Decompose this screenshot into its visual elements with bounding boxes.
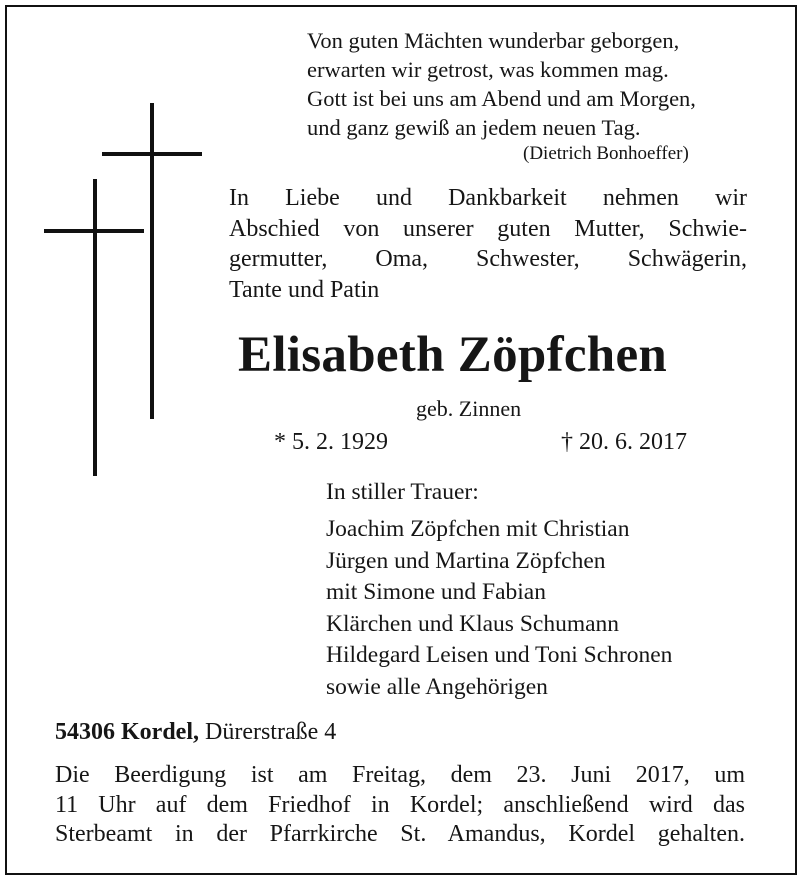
funeral-line: 11 Uhr auf dem Friedhof in Kordel; anschließend wird das xyxy=(55,791,745,818)
farewell-text xyxy=(229,183,747,305)
birth-date: * 5. 2. 1929 xyxy=(274,429,388,455)
mourner-line: Hildegard Leisen und Toni Schronen xyxy=(326,642,673,668)
death-date: † 20. 6. 2017 xyxy=(561,429,687,455)
mourners-heading: In stiller Trauer: xyxy=(326,479,479,505)
birth-name: geb. Zinnen xyxy=(416,396,522,421)
address-city: 54306 Kordel, xyxy=(55,719,199,745)
address-street: Dürerstraße 4 xyxy=(205,719,337,745)
mourner-line: Joachim Zöpfchen mit Christian xyxy=(326,516,630,542)
poem-line: erwarten wir getrost, was kommen mag. xyxy=(307,57,669,82)
deceased-name: Elisabeth Zöpfchen xyxy=(238,327,668,383)
poem-line: Gott ist bei uns am Abend und am Morgen, xyxy=(307,86,696,111)
mourner-line: mit Simone und Fabian xyxy=(326,579,546,605)
mourner-line: sowie alle Angehörigen xyxy=(326,673,548,700)
poem-author: (Dietrich Bonhoeffer) xyxy=(523,143,689,164)
farewell-line: Abschied von unserer guten Mutter, Schwie- xyxy=(229,215,747,242)
funeral-info xyxy=(55,761,745,850)
mourners-list xyxy=(326,514,672,703)
mourner-line: Klärchen und Klaus Schumann xyxy=(326,610,620,637)
funeral-line: Sterbeamt in der Pfarrkirche St. Amandus, Kordel gehalten. xyxy=(55,821,745,847)
farewell-line: germutter, Oma, Schwester, Schwägerin, xyxy=(229,246,747,272)
farewell-line: In Liebe und Dankbarkeit nehmen wir xyxy=(229,185,747,211)
farewell-line: Tante und Patin xyxy=(229,276,380,303)
funeral-line: Die Beerdigung ist am Freitag, dem 23. Juni 2017, um xyxy=(55,762,745,788)
poem-line: und ganz gewiß an jedem neuen Tag. xyxy=(307,115,641,140)
family-address xyxy=(55,719,336,746)
poem-line: Von guten Mächten wunderbar geborgen, xyxy=(307,28,680,53)
mourner-line: Jürgen und Martina Zöpfchen xyxy=(326,547,606,574)
poem-quote xyxy=(307,26,696,142)
